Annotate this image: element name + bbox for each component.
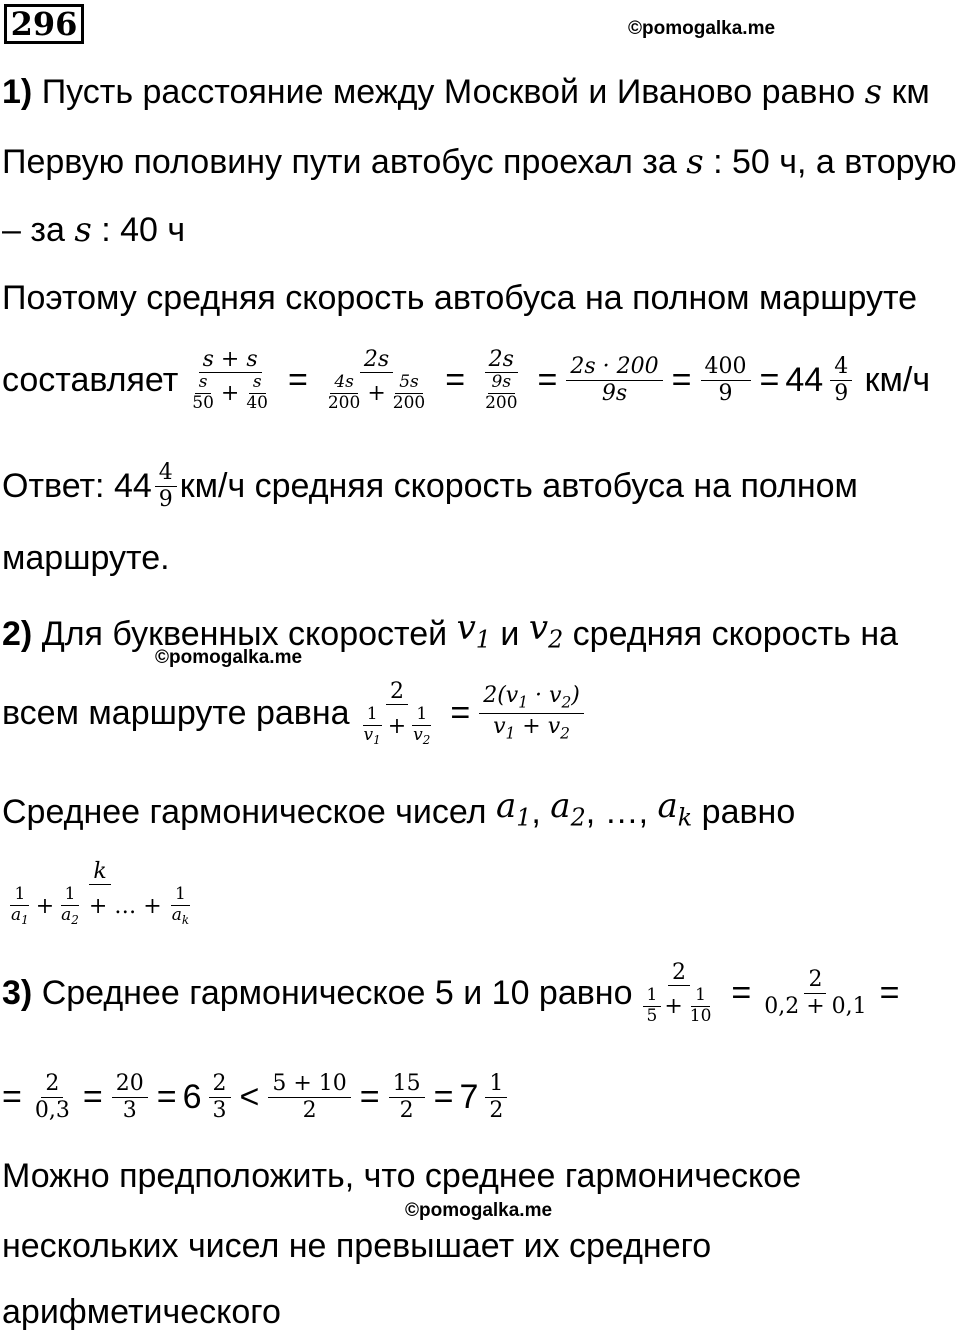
conclusion-text3: арифметического bbox=[2, 1293, 281, 1331]
part1-line4 bbox=[2, 278, 917, 318]
denominator bbox=[474, 373, 528, 413]
numerator: s bbox=[195, 373, 212, 394]
denominator bbox=[0, 885, 200, 927]
plus-sign: + bbox=[664, 993, 683, 1019]
fraction-harmonic-2 bbox=[353, 679, 442, 748]
part1-label: 1) bbox=[2, 73, 33, 111]
unit-kmh: км/ч bbox=[864, 361, 931, 399]
part1-text2a: Первую половину пути автобус проехал за bbox=[2, 143, 677, 181]
numerator: 1 bbox=[61, 885, 80, 906]
numerator: 1 bbox=[10, 885, 29, 906]
part1-line2 bbox=[2, 142, 957, 182]
watermark-top: ©pomogalka.me bbox=[628, 18, 776, 39]
denominator: 2 bbox=[489, 1097, 504, 1123]
var-s: s bbox=[74, 210, 92, 250]
unit-km: км bbox=[891, 73, 930, 111]
denominator: 200 bbox=[485, 392, 518, 413]
part1-text3a: – за bbox=[2, 211, 65, 249]
var-s: s bbox=[686, 142, 704, 182]
numerator: 20 bbox=[112, 1071, 148, 1097]
fraction-4 bbox=[566, 354, 662, 406]
var-a2: $a_2$ bbox=[550, 786, 586, 832]
equals-sign: = bbox=[879, 974, 900, 1012]
part2-text3a: Среднее гармоническое чисел bbox=[2, 792, 487, 831]
fraction-5 bbox=[701, 354, 751, 406]
watermark-middle: ©pomogalka.me bbox=[155, 647, 303, 668]
part3-conclusion-2 bbox=[2, 1226, 711, 1266]
answer-prefix: Ответ: 44 bbox=[2, 467, 152, 505]
equals-sign: = bbox=[671, 361, 692, 399]
part1-equation bbox=[2, 346, 931, 413]
denominator: 0,2 + 0,1 bbox=[764, 993, 867, 1019]
numerator: 1 bbox=[691, 986, 710, 1007]
answer-suffix: км/ч средняя скорость автобуса на полном bbox=[179, 467, 858, 505]
numerator: s bbox=[249, 373, 266, 394]
numerator: s + s bbox=[199, 347, 262, 373]
part2-text3b: равно bbox=[701, 792, 796, 831]
numerator: $2(v_1 \cdot v_2)$ bbox=[479, 683, 584, 713]
equals-sign: = bbox=[156, 1078, 177, 1116]
part2-label: 2) bbox=[2, 614, 33, 653]
fraction-20-over-3 bbox=[112, 1071, 148, 1123]
equals-sign: = bbox=[731, 974, 752, 1012]
part1-text2b: : 50 ч, а вторую bbox=[713, 143, 957, 181]
part1-answer bbox=[2, 458, 858, 514]
denominator: 200 bbox=[392, 392, 426, 413]
denominator bbox=[181, 373, 279, 413]
numerator: 2 bbox=[41, 1071, 63, 1097]
numerator: 2s · 200 bbox=[566, 354, 662, 380]
var-s: s bbox=[864, 72, 883, 112]
denominator: 9 bbox=[718, 380, 733, 406]
part2-prefix: всем маршруте равна bbox=[2, 694, 350, 732]
equals-sign: = bbox=[82, 1078, 103, 1116]
equals-sign: = bbox=[2, 1078, 22, 1116]
whole-part: 6 bbox=[182, 1078, 202, 1116]
denominator: 0,3 bbox=[34, 1097, 70, 1123]
numerator: 2s bbox=[360, 347, 393, 373]
part1-line3 bbox=[2, 210, 185, 250]
denominator: 9 bbox=[158, 486, 173, 512]
plus-sign: + bbox=[35, 893, 55, 919]
numerator: 1 bbox=[412, 705, 431, 726]
denominator: 200 bbox=[327, 392, 361, 413]
part1-prefix: составляет bbox=[2, 361, 179, 399]
fraction-2 bbox=[317, 347, 436, 413]
fraction-1 bbox=[181, 347, 279, 413]
numerator: 2 bbox=[668, 960, 690, 986]
denominator: 3 bbox=[212, 1097, 227, 1123]
fraction-harmonic-5-10 bbox=[636, 960, 723, 1026]
mixed-number-arithmetic bbox=[460, 1071, 511, 1123]
part2-and: и bbox=[500, 614, 520, 653]
denominator: $a_2$ bbox=[61, 904, 79, 927]
denominator: 9s bbox=[601, 380, 628, 406]
equals-sign: = bbox=[445, 361, 466, 399]
equals-sign: = bbox=[759, 361, 780, 399]
numerator: 2 bbox=[209, 1071, 231, 1097]
whole-part: 44 bbox=[785, 361, 824, 399]
denominator: 2 bbox=[399, 1097, 414, 1123]
fraction-3 bbox=[474, 347, 528, 413]
numerator: 5s bbox=[395, 373, 423, 394]
fraction-harmonic-general bbox=[0, 859, 200, 928]
denominator: $v_2$ bbox=[413, 724, 431, 747]
fraction-arithmetic bbox=[268, 1071, 350, 1123]
var-a1: $a_1$ bbox=[495, 786, 532, 832]
numerator: k bbox=[89, 859, 110, 885]
part3-line2 bbox=[2, 1066, 510, 1128]
denominator: 50 bbox=[192, 392, 214, 413]
part2-equation bbox=[2, 678, 587, 747]
plus-sign: + bbox=[387, 713, 407, 739]
part3-text1: Среднее гармоническое 5 и 10 равно bbox=[41, 974, 633, 1012]
part1-line1 bbox=[2, 72, 930, 112]
part2-text1b: средняя скорость на bbox=[572, 614, 899, 653]
denominator: $v_1 + v_2$ bbox=[493, 713, 570, 742]
numerator: 4 bbox=[155, 460, 177, 486]
part1-text1: Пусть расстояние между Москвой и Иваново равно bbox=[41, 73, 856, 111]
whole-part: 7 bbox=[459, 1078, 479, 1116]
var-ak: $a_k$ bbox=[657, 786, 693, 832]
numerator: 9s bbox=[488, 373, 516, 394]
part1-text3b: : 40 ч bbox=[101, 211, 186, 249]
answer-line2: маршруте. bbox=[2, 539, 170, 577]
equals-sign: = bbox=[537, 361, 558, 399]
conclusion-text2: нескольких чисел не превышает их среднего bbox=[2, 1227, 712, 1265]
conclusion-text1: Можно предположить, что среднее гармоническое bbox=[2, 1157, 802, 1195]
var-v2: $v_2$ bbox=[528, 608, 564, 654]
plus-sign: + bbox=[367, 380, 386, 406]
mixed-number-harmonic bbox=[183, 1071, 234, 1123]
ellipsis: …, bbox=[604, 792, 649, 831]
numerator: 400 bbox=[701, 354, 751, 380]
part2-text1a: Для буквенных скоростей bbox=[41, 614, 448, 653]
numerator: 1 bbox=[171, 885, 190, 906]
part3-line1 bbox=[2, 959, 906, 1026]
mixed-number-result bbox=[785, 354, 855, 406]
equals-sign: = bbox=[450, 694, 471, 732]
denominator: 2 bbox=[302, 1097, 317, 1123]
numerator: 2 bbox=[386, 679, 408, 705]
denominator: 40 bbox=[246, 392, 268, 413]
denominator bbox=[353, 705, 442, 747]
denominator: $a_1$ bbox=[11, 904, 29, 927]
numerator: 2s bbox=[485, 347, 518, 373]
fraction-15-over-2 bbox=[389, 1071, 425, 1123]
numerator: 2 bbox=[804, 967, 826, 993]
numerator: 4s bbox=[330, 373, 358, 394]
part2-harmonic-formula bbox=[0, 848, 200, 938]
denominator: 10 bbox=[689, 1005, 712, 1026]
denominator bbox=[636, 986, 723, 1026]
part1-text4: Поэтому средняя скорость автобуса на полном маршруте bbox=[2, 279, 918, 317]
ellipsis-sum: + … + bbox=[88, 893, 162, 919]
part3-conclusion-1 bbox=[2, 1156, 801, 1196]
plus-sign: + bbox=[220, 380, 240, 406]
denominator: 9 bbox=[834, 380, 849, 406]
numerator: 5 + 10 bbox=[268, 1071, 350, 1097]
part1-answer-line2 bbox=[2, 538, 170, 578]
numerator: 15 bbox=[389, 1071, 425, 1097]
numerator: 4 bbox=[830, 354, 852, 380]
denominator: $a_k$ bbox=[171, 904, 190, 927]
denominator bbox=[317, 373, 436, 413]
answer-fraction bbox=[155, 460, 177, 512]
watermark-bottom: ©pomogalka.me bbox=[405, 1200, 553, 1221]
fraction-harmonic-simplified bbox=[479, 683, 584, 742]
var-v1: $v_1$ bbox=[456, 608, 491, 654]
part2-line1 bbox=[2, 608, 898, 659]
denominator: 3 bbox=[122, 1097, 137, 1123]
less-than-sign: < bbox=[239, 1078, 260, 1116]
part3-conclusion-3 bbox=[2, 1292, 281, 1332]
problem-number: 296 bbox=[4, 4, 84, 44]
fraction-decimal bbox=[760, 967, 870, 1019]
part2-line3: Среднее гармоническое чисел $a_1$ , $a_2$ , …, $a_k$ равно bbox=[2, 786, 795, 837]
denominator: $v_1$ bbox=[363, 724, 381, 747]
equals-sign: = bbox=[433, 1078, 454, 1116]
numerator: 1 bbox=[485, 1071, 507, 1097]
denominator: 5 bbox=[646, 1005, 658, 1026]
equals-sign: = bbox=[359, 1078, 380, 1116]
fraction-2-over-03 bbox=[31, 1071, 74, 1123]
part3-label: 3) bbox=[2, 974, 33, 1012]
equals-sign: = bbox=[288, 361, 308, 399]
numerator: 1 bbox=[643, 986, 662, 1007]
numerator: 1 bbox=[363, 705, 382, 726]
